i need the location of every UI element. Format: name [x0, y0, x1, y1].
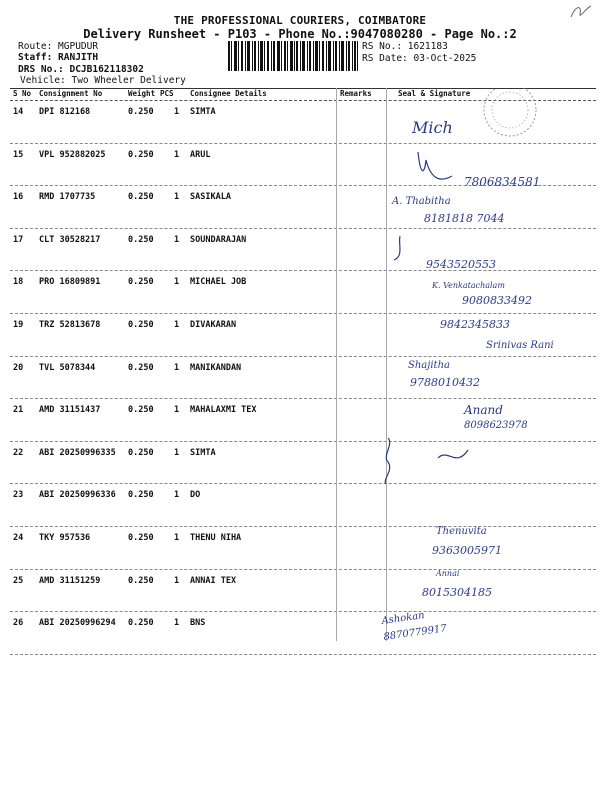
- row-consignment: DPI 812168: [39, 107, 91, 117]
- row-pcs: 1: [174, 362, 180, 373]
- row-consignment: TKY 957536: [39, 532, 91, 543]
- row-weight: 0.250: [128, 575, 154, 586]
- row-consignment: TRZ 52813678: [39, 319, 101, 330]
- row-sno: 26: [13, 618, 24, 629]
- row-pcs: 1: [174, 490, 180, 501]
- col-pcs: PCS: [160, 89, 174, 98]
- row-consignment: RMD 1707735: [39, 192, 96, 203]
- row-pcs: 1: [174, 618, 180, 629]
- row-weight: 0.250: [128, 192, 154, 203]
- row-pcs: 1: [174, 192, 180, 203]
- row-consignment: ABI 20250996294: [39, 618, 116, 629]
- signature-text: 8015304185: [422, 586, 492, 599]
- row-consignee: SIMTA: [190, 447, 216, 458]
- signature-text: Mich: [412, 118, 453, 137]
- row-weight: 0.250: [128, 234, 154, 245]
- row-consignment: VPL 952882025: [39, 149, 106, 160]
- vehicle-label: Vehicle: Two Wheeler Delivery: [20, 75, 186, 86]
- signature-text: 7806834581: [464, 175, 541, 189]
- row-weight: 0.250: [128, 405, 154, 416]
- row-weight: 0.250: [128, 447, 154, 458]
- row-pcs: 1: [174, 107, 180, 117]
- row-sno: 23: [13, 490, 24, 501]
- signature-text: 9080833492: [462, 294, 532, 307]
- row-sno: 19: [13, 319, 24, 330]
- signature-text: Anand: [464, 403, 503, 417]
- route-label: Route: MGPUDUR: [18, 41, 99, 52]
- row-weight: 0.250: [128, 319, 154, 330]
- signature-text: 9788010432: [410, 376, 480, 389]
- row-pcs: 1: [174, 532, 180, 543]
- row-sno: 24: [13, 532, 24, 543]
- row-sno: 17: [13, 234, 24, 245]
- staff-label: Staff: RANJITH: [18, 52, 99, 63]
- barcode-icon: [228, 41, 358, 71]
- row-consignment: AMD 31151437: [39, 405, 101, 416]
- row-pcs: 1: [174, 575, 180, 586]
- signature-text: Shajitha: [408, 360, 450, 371]
- col-remarks: Remarks: [340, 89, 372, 98]
- seal-stamp-icon: [484, 88, 536, 136]
- row-pcs: 1: [174, 277, 180, 288]
- row-consignee: SASIKALA: [190, 192, 231, 203]
- row-consignee: DIVAKARAN: [190, 319, 237, 330]
- signature-text: A. Thabitha: [392, 196, 451, 207]
- col-weight: Weight: [128, 89, 156, 98]
- row-consignment: PRO 16809891: [39, 277, 101, 288]
- row-weight: 0.250: [128, 107, 154, 117]
- signature-text: 8870779917: [382, 623, 448, 643]
- signature-text: Ashokan: [380, 610, 426, 627]
- row-weight: 0.250: [128, 490, 154, 501]
- row-consignee: THENU NIHA: [190, 532, 242, 543]
- signature-text: K. Venkatachalam: [432, 281, 505, 290]
- row-sno: 18: [13, 277, 24, 288]
- row-consignee: ANNAI TEX: [190, 575, 237, 586]
- row-sno: 15: [13, 149, 24, 160]
- signature-text: 8181818 7044: [424, 212, 505, 225]
- row-consignee: ARUL: [190, 149, 211, 160]
- row-consignee: MANIKANDAN: [190, 362, 242, 373]
- signature-text: Srinivas Rani: [486, 340, 554, 351]
- row-sno: 14: [13, 107, 24, 117]
- signature-text: Thenuvita: [436, 526, 487, 537]
- signature-text: 8098623978: [464, 420, 528, 431]
- row-weight: 0.250: [128, 362, 154, 373]
- row-weight: 0.250: [128, 149, 154, 160]
- row-consignee: BNS: [190, 618, 206, 629]
- signature-text: 9842345833: [440, 318, 510, 331]
- runsheet-subtitle: Delivery Runsheet - P103 - Phone No.:9047080280 - Page No.:2: [83, 27, 517, 41]
- row-pcs: 1: [174, 447, 180, 458]
- row-sno: 20: [13, 362, 24, 373]
- pen-scribble-icon: [568, 2, 594, 22]
- page-title: THE PROFESSIONAL COURIERS, COIMBATORE: [173, 14, 427, 27]
- row-pcs: 1: [174, 234, 180, 245]
- rs-number: RS No.: 1621183: [362, 41, 448, 52]
- signature-text: Annai: [436, 569, 460, 578]
- row-pcs: 1: [174, 405, 180, 416]
- row-sno: 25: [13, 575, 24, 586]
- row-weight: 0.250: [128, 618, 154, 629]
- row-pcs: 1: [174, 149, 180, 160]
- row-sno: 16: [13, 192, 24, 203]
- row-sno: 21: [13, 405, 24, 416]
- column-divider: [336, 88, 337, 641]
- row-weight: 0.250: [128, 532, 154, 543]
- col-consignment: Consignment No: [39, 89, 103, 98]
- row-consignment: TVL 5078344: [39, 362, 96, 373]
- col-sno: S No: [13, 89, 32, 98]
- row-pcs: 1: [174, 319, 180, 330]
- signature-text: 9543520553: [426, 258, 496, 271]
- row-consignee: DO: [190, 490, 201, 501]
- rs-date: RS Date: 03-Oct-2025: [362, 53, 477, 64]
- row-consignee: MAHALAXMI TEX: [190, 405, 257, 416]
- drs-number: DRS No.: DCJB162118302: [18, 64, 144, 75]
- row-consignment: ABI 20250996335: [39, 447, 116, 458]
- row-sno: 22: [13, 447, 24, 458]
- row-consignee: SOUNDARAJAN: [190, 234, 247, 245]
- col-seal-signature: Seal & Signature: [398, 89, 471, 98]
- col-consignee: Consignee Details: [190, 89, 267, 98]
- row-consignee: SIMTA: [190, 107, 216, 117]
- row-consignment: AMD 31151259: [39, 575, 101, 586]
- signature-text: 9363005971: [432, 544, 502, 557]
- row-consignment: ABI 20250996336: [39, 490, 116, 501]
- row-consignee: MICHAEL JOB: [190, 277, 247, 288]
- row-consignment: CLT 30528217: [39, 234, 101, 245]
- signature-area: [360, 88, 600, 648]
- row-weight: 0.250: [128, 277, 154, 288]
